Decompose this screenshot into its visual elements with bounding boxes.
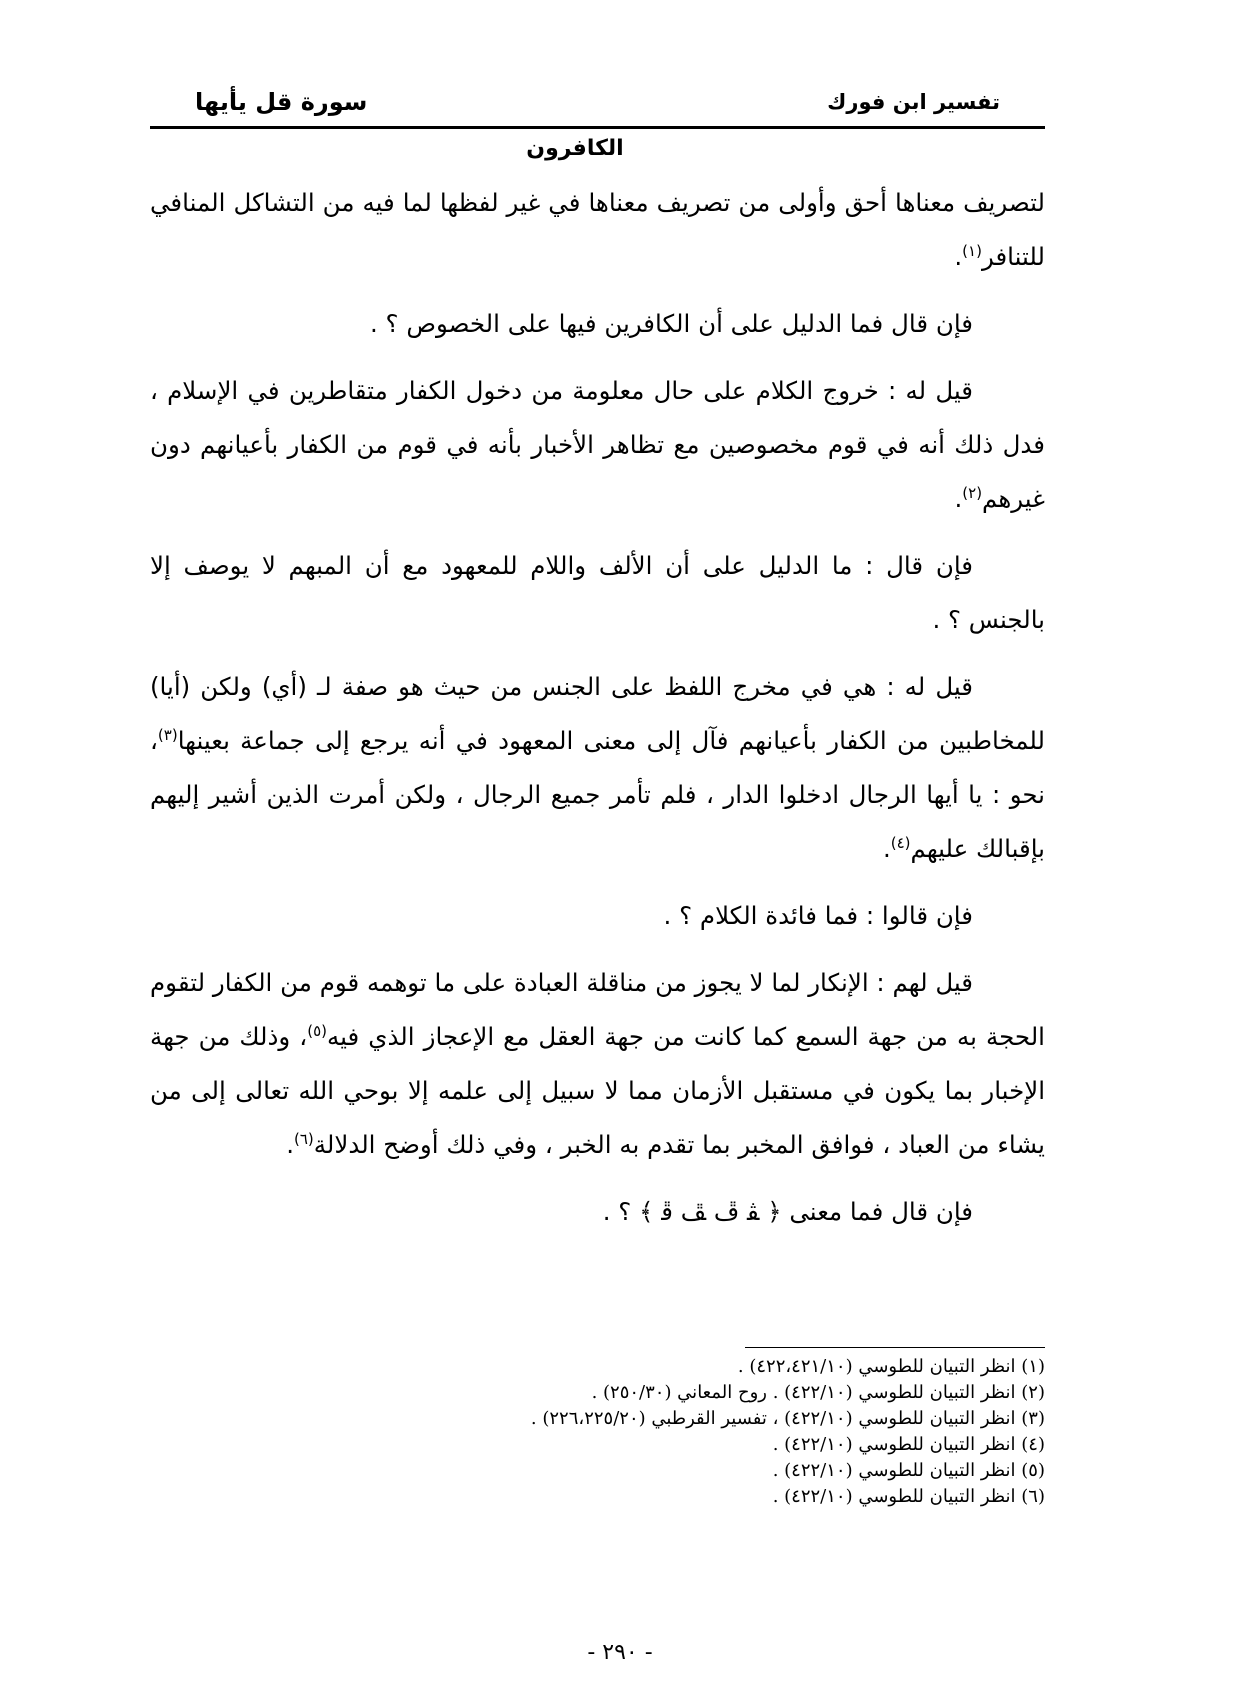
footnote-3: (٣) انظر التبيان للطوسي (٤٢٢/١٠) ، تفسير القرطبي (٢٢٦،٢٢٥/٢٠) . — [530, 1408, 1045, 1429]
footnote-separator — [745, 1347, 1045, 1348]
footnote-4: (٤) انظر التبيان للطوسي (٤٢٢/١٠) . — [772, 1434, 1045, 1455]
paragraph-8: فإن قال فما معنى ﴿ ﭭ ﭮ ﭯ ﭰ ﴾ ؟ . — [602, 1197, 973, 1226]
paragraph-1: لتصريف معناها أحق وأولى من تصريف معناها في غير لفظها لما فيه من التشاكل المنافي للتنافر$^{(١)}$. — [150, 188, 1045, 271]
running-header — [150, 82, 1045, 129]
paragraph-5: قيل له : هي في مخرج اللفظ على الجنس من حيث هو صفة لـ (أي) ولكن (أيا) للمخاطبين من الكفار بأعيانهم فآل إلى معنى المعهود في أنه يرجع إلى جماعة بعينها$^{(٣)}$، نحو : يا أيها الرجال ادخلوا الدار ، فلم تأمر جميع الرجال ، ولكن أمرت الذين أشير إليهم بإقبالك عليهم$^{(٤)}$. — [150, 672, 1045, 863]
paragraph-2: فإن قال فما الدليل على أن الكافرين فيها على الخصوص ؟ . — [369, 309, 973, 338]
book-title: تفسير ابن فورك — [827, 90, 1000, 114]
quran-verse-glyphs: ﴿ ﭭ ﭮ ﭯ ﭰ ﴾ — [639, 1197, 782, 1226]
paragraph-7: قيل لهم : الإنكار لما لا يجوز من مناقلة العبادة على ما توهمه قوم من الكفار لتقوم الحجة به من جهة السمع كما كانت من جهة العقل مع الإعجاز الذي فيه$^{(٥)}$، وذلك من جهة الإخبار بما يكون في مستقبل الأزمان مما لا سبيل إلى علمه إلا بوحي الله تعالى إلى من يشاء من العباد ، فوافق المخبر بما تقدم به الخبر ، وفي ذلك أوضح الدلالة$^{(٦)}$. — [150, 968, 1045, 1159]
footnote-1: (١) انظر التبيان للطوسي (٤٢٢،٤٢١/١٠) . — [737, 1356, 1045, 1377]
footnotes — [185, 1354, 1045, 1510]
footnote-ref[interactable]: (٢) — [962, 484, 983, 502]
footnote-5: (٥) انظر التبيان للطوسي (٤٢٢/١٠) . — [772, 1460, 1045, 1481]
footnote-ref[interactable]: (٦) — [294, 1130, 314, 1148]
surah-title: سورة قل يأيها — [195, 88, 368, 116]
footnote-ref[interactable]: (١) — [962, 242, 982, 260]
page-number: - ٢٩٠ - — [587, 1640, 653, 1665]
paragraph-3: قيل له : خروج الكلام على حال معلومة من دخول الكفار متقاطرين في الإسلام ، فدل ذلك أنه في قوم مخصوصين مع تظاهر الأخبار بأنه في قوم من الكفار بأعيانهم دون غيرهم$^{(٢)}$. — [150, 376, 1045, 513]
footnote-ref[interactable]: (٥) — [307, 1022, 327, 1040]
footnote-6: (٦) انظر التبيان للطوسي (٤٢٢/١٠) . — [772, 1486, 1045, 1507]
footnote-ref[interactable]: (٣) — [157, 726, 178, 744]
surah-title-continuation: الكافرون — [526, 136, 624, 161]
footnote-2: (٢) انظر التبيان للطوسي (٤٢٢/١٠) . روح المعاني (٢٥٠/٣٠) . — [591, 1382, 1045, 1403]
paragraph-4: فإن قال : ما الدليل على أن الألف واللام للمعهود مع أن المبهم لا يوصف إلا بالجنس ؟ . — [150, 551, 1045, 634]
paragraph-6: فإن قالوا : فما فائدة الكلام ؟ . — [663, 901, 973, 930]
body-text — [150, 176, 1045, 1239]
footnote-ref[interactable]: (٤) — [890, 834, 911, 852]
